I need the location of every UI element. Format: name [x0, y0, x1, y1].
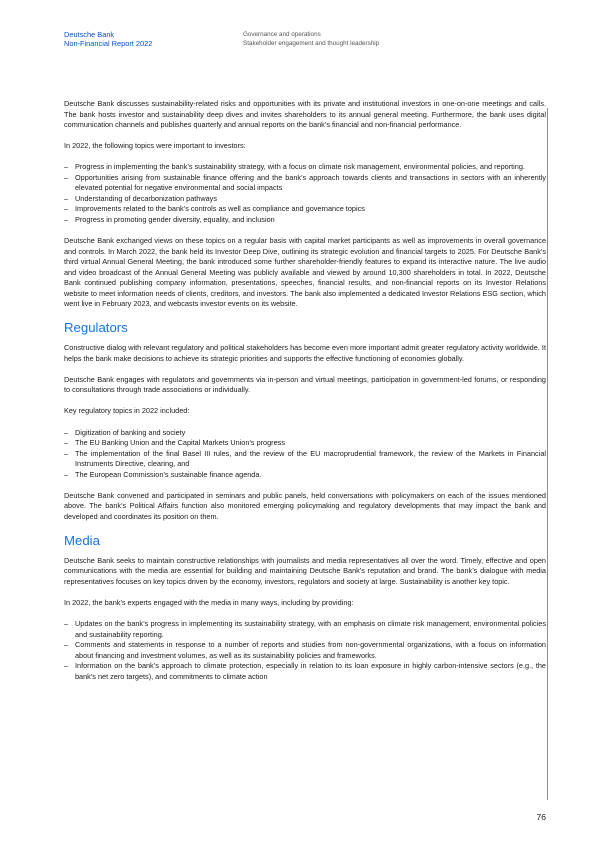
list-item: – Improvements related to the bank’s controls as well as compliance and governance topics	[64, 204, 546, 215]
regulators-paragraph-3: Deutsche Bank convened and participated in seminars and public panels, held conversations with policymakers on each of the issues mentioned above. The bank’s Political Affairs function also monitored emerging policymaking and regulatory developments that may impact the bank and developed and coordinates its position on them.	[64, 490, 546, 521]
list-item: – The EU Banking Union and the Capital Markets Union’s progress	[64, 438, 546, 449]
regulators-topics-list	[64, 428, 546, 481]
investors-exchange: Deutsche Bank exchanged views on these topics on a regular basis with capital market participants as well as improvements in overall governance and controls. In March 2022, the bank held its Investor Deep Dive, outlining its strategic evolution and financial targets to 2025. For Deutsche Bank’s third virtual Annual General Meeting, the bank introduced some further shareholder-friendly features to expand its interactive nature. The live audio and video broadcast of the Annual General Meeting was publicly available and viewed by around 10,300 shareholders in total. In 2022, Deutsche Bank continued publishing company information, presentations, speeches, financial results, and non-financial reports on its Investor Relations website to meet information needs of clients, creditors, and investors. The bank also implemented a dedicated Investor Relations ESG section, which went live in February 2023, and webcasts investor events on its website.	[64, 235, 546, 309]
media-heading: Media	[64, 532, 100, 548]
regulators-paragraph-1: Constructive dialog with relevant regulatory and political stakeholders has become even more important admit greater regulatory activity worldwide. It helps the bank make decisions to achieve its strategic priorities and supports the effective functioning of economies globally.	[64, 343, 546, 363]
list-item: – Progress in implementing the bank’s sustainability strategy, with a focus on climate risk management, environmental policies, and reporting.	[64, 162, 546, 173]
section-header	[243, 30, 379, 48]
brand-name: Deutsche Bank	[64, 30, 115, 39]
report-header	[64, 30, 152, 48]
list-item: – Information on the bank’s approach to climate protection, especially in relation to its loan exposure in highly carbon-intensive sectors (e.g., the bank’s net zero targets), and commitments to climate action	[64, 661, 546, 682]
investors-topics-list	[64, 162, 546, 225]
subsection-name: Stakeholder engagement and thought leadership	[243, 40, 380, 47]
page-number: 76	[536, 812, 546, 822]
media-topics-list	[64, 619, 546, 682]
list-item: – The European Commission’s sustainable finance agenda.	[64, 470, 546, 481]
list-item: – Understanding of decarbonization pathways	[64, 194, 546, 205]
page-content	[64, 99, 546, 693]
investors-intro: Deutsche Bank discusses sustainability-related risks and opportunities with its private and institutional investors in one-on-one meetings and calls. The bank hosts investor and sustainability deep dives and invites shareholders to its annual general meeting. Furthermore, the bank uses digital communication channels and publishes quarterly and annual reports on the bank’s financial and non-financial performance.	[64, 99, 546, 130]
list-item: – Updates on the bank’s progress in implementing its sustainability strategy, with an emphasis on climate risk management, environmental policies and sustainability reporting.	[64, 619, 546, 640]
media-paragraph-1: Deutsche Bank seeks to maintain constructive relationships with journalists and media representatives all over the word. Timely, effective and open communications with the media are essential for building and maintaining Deutsche Bank’s reputation and brand. The bank’s dialogue with media representatives focuses on key topics driven by the economy, investors, regulators and society at large. Sustainability is another key topic.	[64, 555, 546, 586]
section-name: Governance and operations	[243, 31, 321, 38]
regulators-paragraph-2: Deutsche Bank engages with regulators and governments via in-person and virtual meetings, participation in government-led forums, or responding to consultations through trade associations or individually.	[64, 374, 546, 395]
report-name: Non-Financial Report 2022	[64, 39, 153, 48]
regulators-topics-lead: Key regulatory topics in 2022 included:	[64, 406, 190, 416]
margin-rule	[547, 108, 548, 800]
list-item: – Comments and statements in response to a number of reports and studies from non-governmental organizations, with a focus on information about financing and investment volumes, as well as its sustainability policies and frameworks.	[64, 640, 546, 661]
regulators-heading: Regulators	[64, 320, 128, 336]
media-topics-lead: In 2022, the bank’s experts engaged with the media in many ways, including by providing:	[64, 598, 354, 608]
list-item: – Opportunities arising from sustainable finance offering and the bank’s approach towards clients and transactions in sectors with an inherently elevated potential for negative environmental and social impacts	[64, 173, 546, 194]
list-item: – Digitization of banking and society	[64, 428, 546, 439]
investors-topics-lead: In 2022, the following topics were important to investors:	[64, 141, 246, 151]
list-item: – The implementation of the final Basel III rules, and the review of the EU macroprudential framework, the review of the Markets in Financial Instruments Directive, clearing, and	[64, 449, 546, 470]
list-item: – Progress in promoting gender diversity, equality, and inclusion	[64, 215, 546, 226]
